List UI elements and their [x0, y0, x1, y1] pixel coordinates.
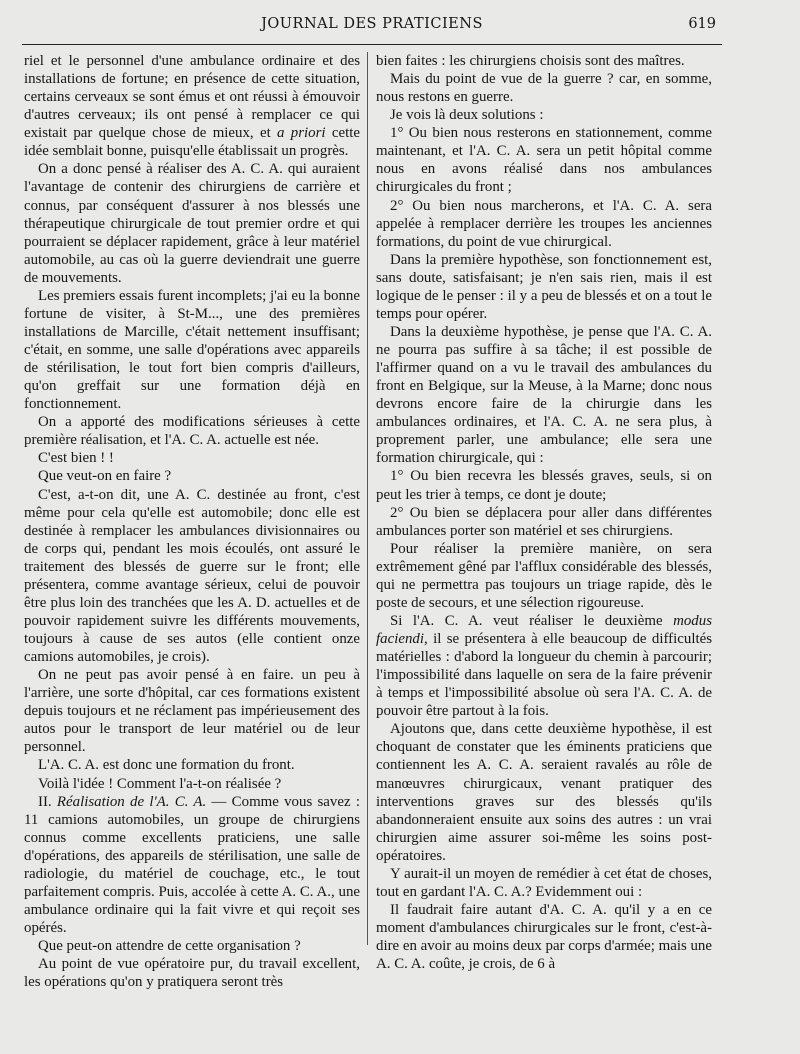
text-run: Pour réaliser la première manière, on sera extrêmement gêné par l'afflux considérable des blessés, qui ne permettra pas toujours un triage rapide, dès le poste de secours, et une sélection rigoureuse. [376, 540, 712, 611]
text-run: II. [38, 793, 57, 810]
paragraph [24, 160, 360, 286]
paragraph [376, 720, 712, 865]
text-run: 1° Ou bien recevra les blessés graves, seuls, si on peut les trier à temps, ce dont je doute; [376, 468, 712, 503]
paragraph [376, 70, 712, 106]
italic-text: Réalisation de l'A. C. A. [56, 793, 207, 810]
text-run: Mais du point de vue de la guerre ? car, en somme, nous restons en guerre. [376, 71, 712, 106]
text-run: Voilà l'idée ! Comment l'a-t-on réalisée ? [38, 775, 282, 792]
right-column [376, 52, 712, 973]
text-run: Dans la deuxième hypothèse, je pense que l'A. C. A. ne pourra pas suffire à sa tâche; il est possible de l'affirmer quand on a vu le travail des ambulances du front en Belgique, sur la Meuse, à la Marne; donc nous devrons encore faire de la chirurgie dans les ambulances ordinaires, et l'A. C. A. ne sera plus, à proprement parler, une ambulance; elle sera une formation chirurgicale, qui : [376, 323, 712, 467]
text-run: cette idée semblait bonne, puisqu'elle établissait un progrès. [24, 125, 360, 160]
paragraph [376, 124, 712, 196]
paragraph [24, 413, 360, 449]
paragraph [376, 901, 712, 973]
text-run: On a apporté des modifications sérieuses à cette première réalisation, et l'A. C. A. actuelle est née. [24, 414, 360, 449]
paragraph [376, 504, 712, 540]
paragraph [24, 793, 360, 938]
paragraph [376, 52, 712, 70]
text-run: 2° Ou bien nous marcherons, et l'A. C. A. sera appelée à remplacer derrière les troupes les anciennes formations, du point de vue chirurgical. [376, 197, 712, 250]
page-number: 619 [688, 16, 716, 32]
paragraph [376, 540, 712, 612]
text-run: Je vois là deux solutions : [390, 107, 544, 124]
paragraph [376, 612, 712, 720]
text-run: Dans la première hypothèse, son fonctionnement est, sans doute, satisfaisant; je n'en sais rien, mais il est logique de le penser : il y a peu de blessés et on a tout le temps pour opérer. [376, 251, 712, 322]
text-run: Ajoutons que, dans cette deuxième hypothèse, il est choquant de constater que les éminents praticiens que contiennent les A. C. A. seraient ravalés au rôle de manœuvres chirurgicaux, venant pratiquer des interventions graves sur des blessés qu'ils abandonneraient ensuite aux soins des autres : un vrai chirurgien aime assurer soi-même les soins post-opératoires. [376, 721, 712, 864]
text-run: Que veut-on en faire ? [38, 468, 172, 485]
text-run: On ne peut pas avoir pensé à en faire. un peu à l'arrière, une sorte d'hôpital, car ces formations existent depuis toujours et ne réclament pas impérieusement des autos pour le transport de leur matériel ou de leur personnel. [24, 667, 360, 756]
paragraph [376, 865, 712, 901]
paragraph [24, 467, 360, 485]
italic-text: a priori [277, 125, 326, 142]
left-column [24, 52, 360, 991]
paragraph [24, 937, 360, 955]
text-run: On a donc pensé à réaliser des A. C. A. qui auraient l'avantage de contenir des chirurgiens de carrière et connus, par conséquent d'assurer à nos blessés une thérapeutique chirurgicale de tout premier ordre et qui pourraient se déplacer rapidement, grâce à leur matériel automobile, au cas où la guerre deviendrait une guerre de mouvements. [24, 161, 360, 286]
text-run: bien faites : les chirurgiens choisis sont des maîtres. [376, 53, 685, 69]
text-run: Y aurait-il un moyen de remédier à cet état de choses, tout en gardant l'A. C. A.? Evidemment oui : [376, 865, 712, 900]
text-run: riel et le personnel d'une ambulance ordinaire et des installations de fortune; en présence de cette situation, certains cerveaux se sont émus et ont réussi à émouvoir d'autres cerveaux; ils ont pensé à remplacer ce qui existait par quelque chose de mieux, et [24, 53, 360, 142]
paragraph [376, 467, 712, 503]
paragraph [24, 775, 360, 793]
text-run: C'est bien ! ! [38, 450, 114, 467]
journal-title: JOURNAL DES PRATICIENS [261, 16, 483, 32]
paragraph [24, 52, 360, 160]
paragraph [376, 106, 712, 124]
text-run: 1° Ou bien nous resterons en stationnement, comme maintenant, et l'A. C. A. sera un petit hôpital comme nous en avons réalisé dans nos ambulances chirurgicales du front ; [376, 125, 712, 196]
paragraph [376, 197, 712, 251]
paragraph [24, 756, 360, 774]
text-run: Les premiers essais furent incomplets; j'ai eu la bonne fortune de visiter, à St-M..., une des premières installations de Marcille, c'était nettement insuffisant; c'était, en somme, une salle d'opérations avec appareils de stérilisation, le tout fort bien compris d'ailleurs, qu'on greffait sur une formation déjà en fonctionnement. [24, 287, 360, 413]
column-divider [367, 52, 368, 945]
text-run: L'A. C. A. est donc une formation du front. [38, 757, 295, 774]
paragraph [24, 955, 360, 991]
text-run: Il faudrait faire autant d'A. C. A. qu'il y a en ce moment d'ambulances chirurgicales sur le front, c'est-à-dire en avoir au moins deux par corps d'armée; mais une A. C. A. coûte, je crois, de 6 à [376, 901, 712, 973]
running-header [22, 14, 722, 45]
paragraph [376, 323, 712, 468]
paragraph [24, 486, 360, 667]
paragraph [24, 449, 360, 467]
text-run: Si l'A. C. A. veut réaliser le deuxième [390, 612, 674, 629]
paragraph [24, 666, 360, 756]
text-run: — Comme vous savez : 11 camions automobiles, un groupe de chirurgiens connus comme excellents praticiens, une salle d'opérations, des appareils de stérilisation, une salle de radiologie, du matériel de couchage, etc., le tout parfaitement compris. Puis, accolée à cette A. C. A., une ambulance ordinaire qui la fait vivre et qui reçoit ses opérés. [24, 793, 360, 936]
paragraph [24, 287, 360, 413]
text-run: 2° Ou bien se déplacera pour aller dans différentes ambulances porter son matériel et ses chirurgiens. [376, 504, 712, 539]
text-run: , il se présentera à elle beaucoup de difficultés matérielles : d'abord la longueur du chemin à parcourir; l'impossibilité dans laquelle on sera de la faire prévenir à temps et l'impossibilité absolue où sera l'A. C. A. de pouvoir être partout à la fois. [376, 631, 712, 720]
text-run: Au point de vue opératoire pur, du travail excellent, les opérations qu'on y pratiquera seront très [24, 956, 360, 991]
text-run: Que peut-on attendre de cette organisation ? [38, 938, 301, 955]
text-run: C'est, a-t-on dit, une A. C. destinée au front, c'est même pour cela qu'elle est automobile; donc elle est destinée à remplacer les ambulances divisionnaires ou de corps qui, pendant les mois écoulés, ont assuré le traitement des blessés de guerre sur le front; elle présentera, comme avantage sérieux, celui de pouvoir être plus loin des tranchées que les A. D. actuelles et de pouvoir rapidement suivre les différents mouvements, toujours à cause de ses autos (elle contient onze camions automobiles, je crois). [24, 486, 360, 666]
paragraph [376, 251, 712, 323]
italic-text: modus faciendi [376, 612, 712, 647]
